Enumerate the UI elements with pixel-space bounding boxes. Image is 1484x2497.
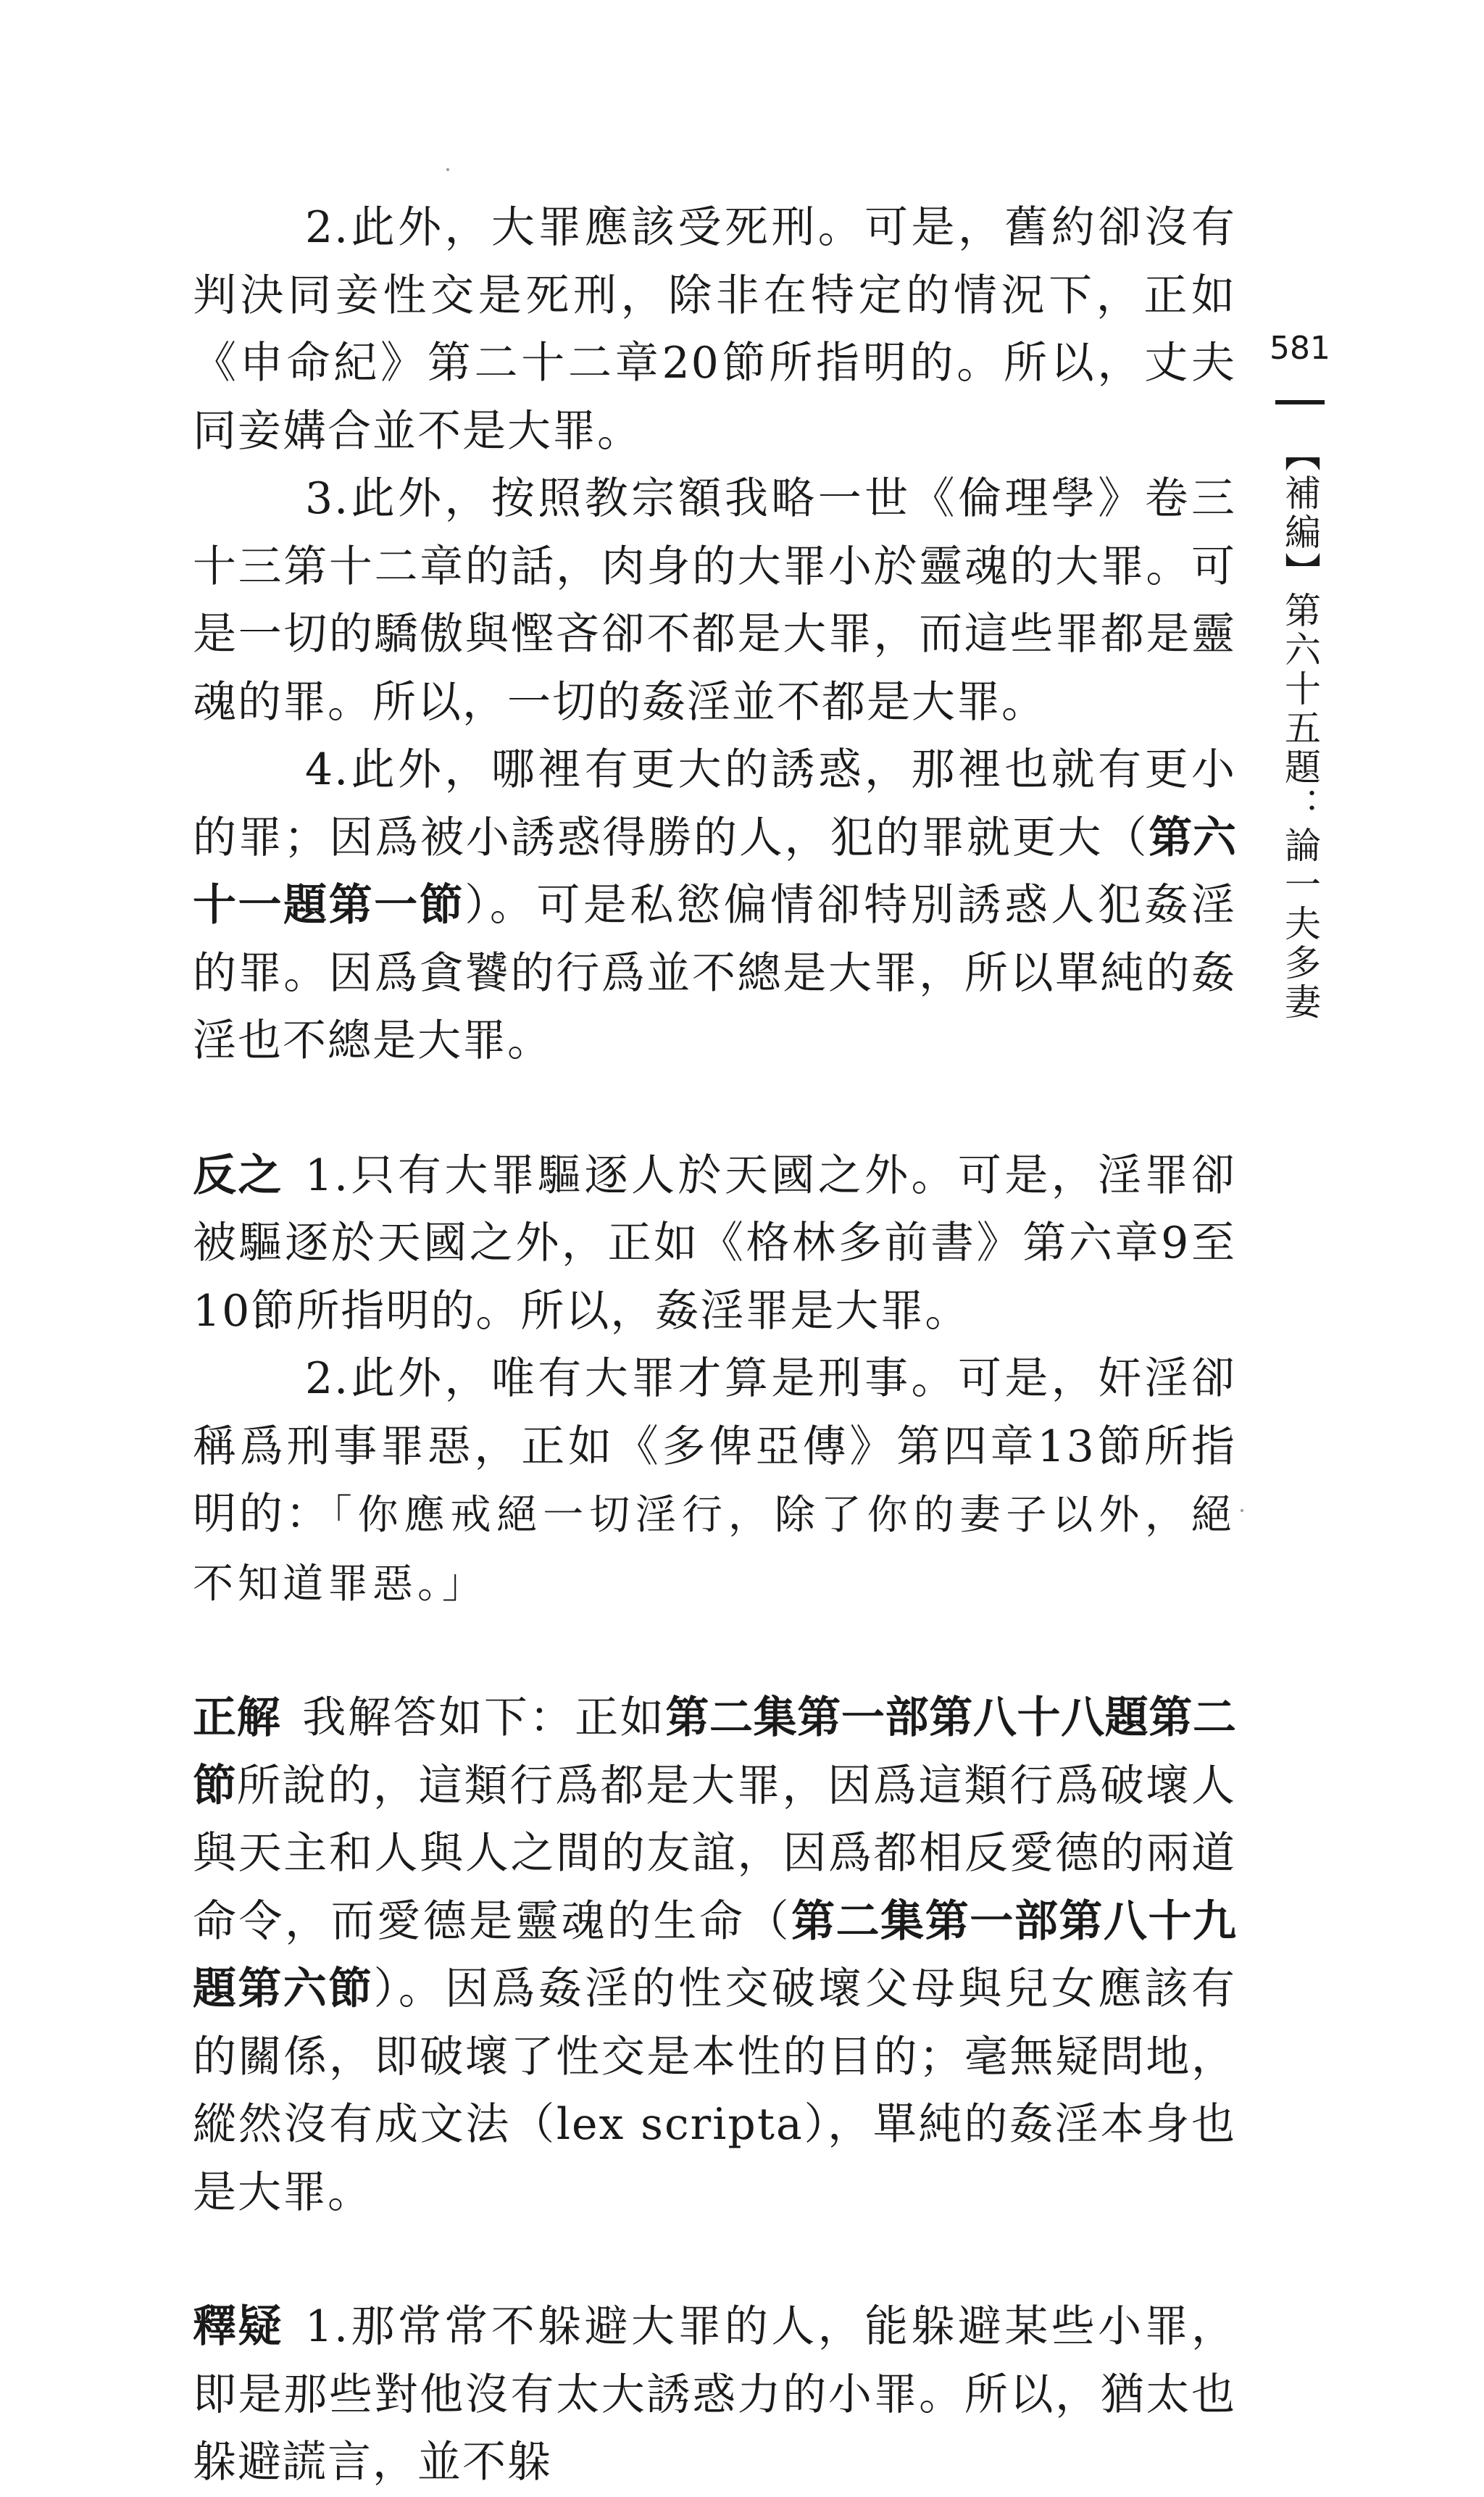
reply-text: 1.那常常不躲避大罪的人，能躲避某些小罪，即是那些對他沒有太大誘惑力的小罪。所以，猶太也躲避謊言，並不躲 bbox=[193, 2301, 1237, 2488]
objection-2-paragraph: 2.此外，大罪應該受死刑。可是，舊約卻沒有判決同妾性交是死刑，除非在特定的情況下，正如《申命紀》第二十二章20節所指明的。所以，丈夫同妾媾合並不是大罪。 bbox=[193, 202, 1236, 457]
scan-speck bbox=[1241, 1509, 1243, 1512]
respondeo-text-mid: 所說的，這類行爲都是大罪，因爲這類行爲破壞人與天主和人與人之間的友誼，因爲都相反愛德的兩道命令，而愛德是靈魂的生命（ bbox=[193, 1760, 1237, 1947]
objection-4-text-start: 4.此外，哪裡有更大的誘惑，那裡也就有更小的罪；因爲被小誘惑得勝的人，犯的罪就更大（ bbox=[193, 744, 1236, 863]
cross-reference: 第六十一題第一節 bbox=[193, 812, 1237, 931]
objection-3-paragraph: 3.此外，按照教宗額我略一世《倫理學》卷三十三第十二章的話，肉身的大罪小於靈魂的大罪。可是一切的驕傲與慳吝卻不都是大罪，而這些罪都是靈魂的罪。所以，一切的姦淫並不都是大罪。 bbox=[193, 473, 1236, 728]
sed-contra-text: 1.只有大罪驅逐人於天國之外。可是，淫罪卻被驅逐於天國之外，正如《格林多前書》第六章9至10節所指明的。所以，姦淫罪是大罪。 bbox=[193, 1150, 1237, 1337]
sed-contra-2-text: 2.此外，唯有大罪才算是刑事。可是，奸淫卻稱爲刑事罪惡，正如《多俾亞傳》第四章13節所指明的： bbox=[193, 1353, 1236, 1540]
running-head: 【補編】第六十五題：論一夫多妻 bbox=[1279, 435, 1321, 1022]
page-rule-divider bbox=[1275, 400, 1325, 404]
scan-speck bbox=[446, 168, 449, 171]
respondeo-paragraph bbox=[193, 1684, 1236, 2227]
scripture-quote: 「你應戒絕一切淫行，除了你的妻子以外，絕不知道罪惡。」 bbox=[193, 1492, 1237, 1608]
reply-paragraph bbox=[193, 2293, 1236, 2497]
sed-contra-label: 反之 bbox=[193, 1150, 283, 1201]
objection-4-paragraph bbox=[193, 736, 1236, 1076]
sed-contra-paragraph bbox=[193, 1142, 1236, 1346]
reply-label: 釋疑 bbox=[193, 2301, 283, 2352]
respondeo-text-end: ）。因爲姦淫的性交破壞父母與兒女應該有的關係，即破壞了性交是本性的目的；毫無疑問地，縱然沒有成文法（lex scripta），單純的姦淫本身也是大罪。 bbox=[193, 1964, 1237, 2218]
objection-4-text-end: ）。可是私慾偏情卻特別誘惑人犯姦淫的罪。因爲貪饕的行爲並不總是大罪，所以單純的姦淫也不總是大罪。 bbox=[193, 880, 1237, 1066]
page-number: 581 bbox=[1270, 330, 1330, 367]
body-text bbox=[193, 194, 1236, 2497]
respondeo-label: 正解 bbox=[193, 1692, 281, 1743]
cross-reference: 第二集第一部第八十九題第六節 bbox=[193, 1895, 1237, 2014]
cross-reference: 第二集第一部第八十八題第二節 bbox=[193, 1692, 1237, 1811]
sed-contra-2-paragraph bbox=[193, 1345, 1236, 1618]
respondeo-text-start: 我解答如下：正如 bbox=[302, 1692, 666, 1743]
